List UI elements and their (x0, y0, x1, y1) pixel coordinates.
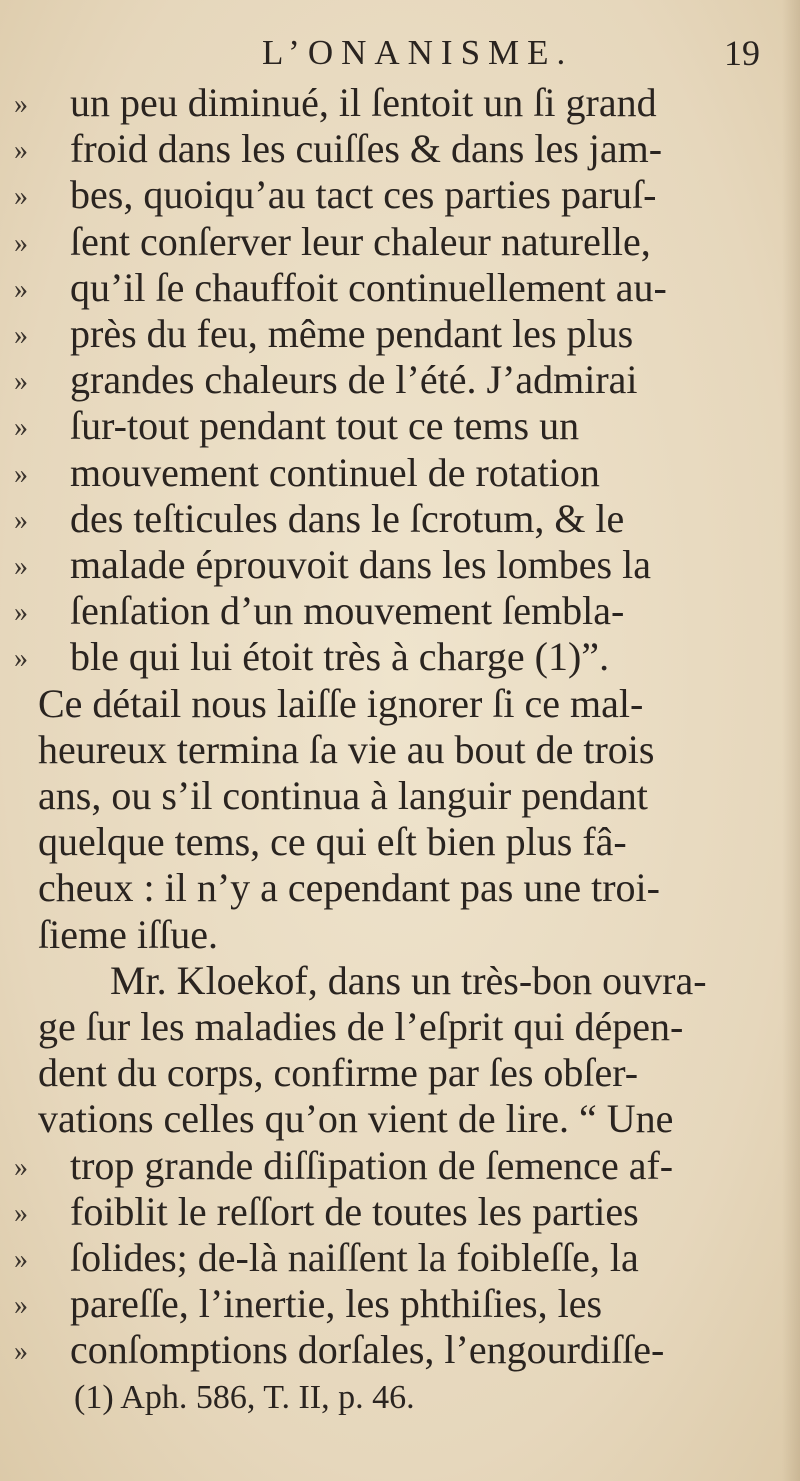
quote-mark: » (14, 412, 28, 444)
quote-mark: » (14, 1244, 28, 1275)
line-text: froid dans les cuiſſes & dans les jam- (70, 126, 663, 172)
line-text: mouvement continuel de rotation (70, 449, 600, 495)
line-text: ſolides; de-là naiſſent la foibleſſe, la (70, 1235, 639, 1280)
line-text: dent du corps, confirme par ſes obſer- (38, 1050, 639, 1096)
line-text: ſur-tout pendant tout ce tems un (70, 403, 580, 449)
line-text: ſieme iſſue. (38, 911, 218, 957)
quote-mark: » (14, 1151, 28, 1183)
line-text: des teſticules dans le ſcrotum, & le (70, 495, 625, 541)
quote-mark: » (14, 135, 28, 167)
line-text: ſenſation d’un mouvement ſembla- (70, 588, 625, 634)
running-title: L’ONANISME. (262, 33, 574, 72)
quote-mark: » (14, 366, 28, 398)
line-text: cheux : il n’y a cependant pas une troi- (38, 865, 660, 911)
quote-mark: » (14, 551, 28, 582)
line-text: ble qui lui étoit très à charge (1)”. (70, 634, 610, 680)
page-header (0, 28, 800, 78)
quote-mark: » (14, 504, 28, 536)
quote-mark: » (14, 89, 28, 120)
quote-mark: » (14, 597, 28, 629)
quote-mark: » (14, 643, 28, 675)
quote-mark: » (14, 181, 28, 213)
quote-mark: » (14, 320, 28, 351)
line-text: ſent conſerver leur chaleur naturelle, (70, 218, 651, 264)
quote-mark: » (14, 227, 28, 259)
page-edge-shadow (782, 0, 800, 1481)
line-text: un peu diminué, il ſentoit un ſi grand (70, 80, 657, 125)
quote-mark: » (14, 1290, 28, 1322)
line-text: bes, quoiqu’au tact ces parties paruſ- (70, 172, 657, 218)
line-text: conſomptions dorſales, l’engourdiſſe- (70, 1327, 665, 1373)
line-text: heureux termina ſa vie au bout de trois (38, 726, 655, 772)
quote-mark: » (14, 458, 28, 490)
quote-mark: » (14, 273, 28, 305)
line-text: quelque tems, ce qui eſt bien plus fâ- (38, 819, 627, 865)
line-text: ans, ou s’il continua à languir pendant (38, 773, 648, 818)
line-text: Ce détail nous laiſſe ignorer ſi ce mal- (38, 680, 644, 726)
quote-mark: » (14, 1197, 28, 1229)
line-text: pareſſe, l’inertie, les phthiſies, les (70, 1281, 603, 1327)
quote-mark: » (14, 1336, 28, 1368)
line-text: Mr. Kloekof, dans un très-bon ouvra- (110, 957, 707, 1003)
footnote: (1) Aph. 586, T. II, p. 46. (74, 1379, 415, 1416)
line-text: grandes chaleurs de l’été. J’admirai (70, 357, 638, 403)
line-text: foiblit le reſſort de toutes les parties (70, 1188, 639, 1234)
line-text: ge ſur les maladies de l’eſprit qui dépen- (38, 1004, 684, 1049)
line-text: qu’il ſe chauffoit continuellement au- (70, 264, 667, 310)
line-text: malade éprouvoit dans les lombes la (70, 542, 651, 587)
page-number: 19 (724, 33, 760, 73)
line-text: trop grande diſſipation de ſemence af- (70, 1142, 674, 1188)
line-text: près du feu, même pendant les plus (70, 311, 634, 356)
line-text: vations celles qu’on vient de lire. “ Une (38, 1096, 674, 1142)
